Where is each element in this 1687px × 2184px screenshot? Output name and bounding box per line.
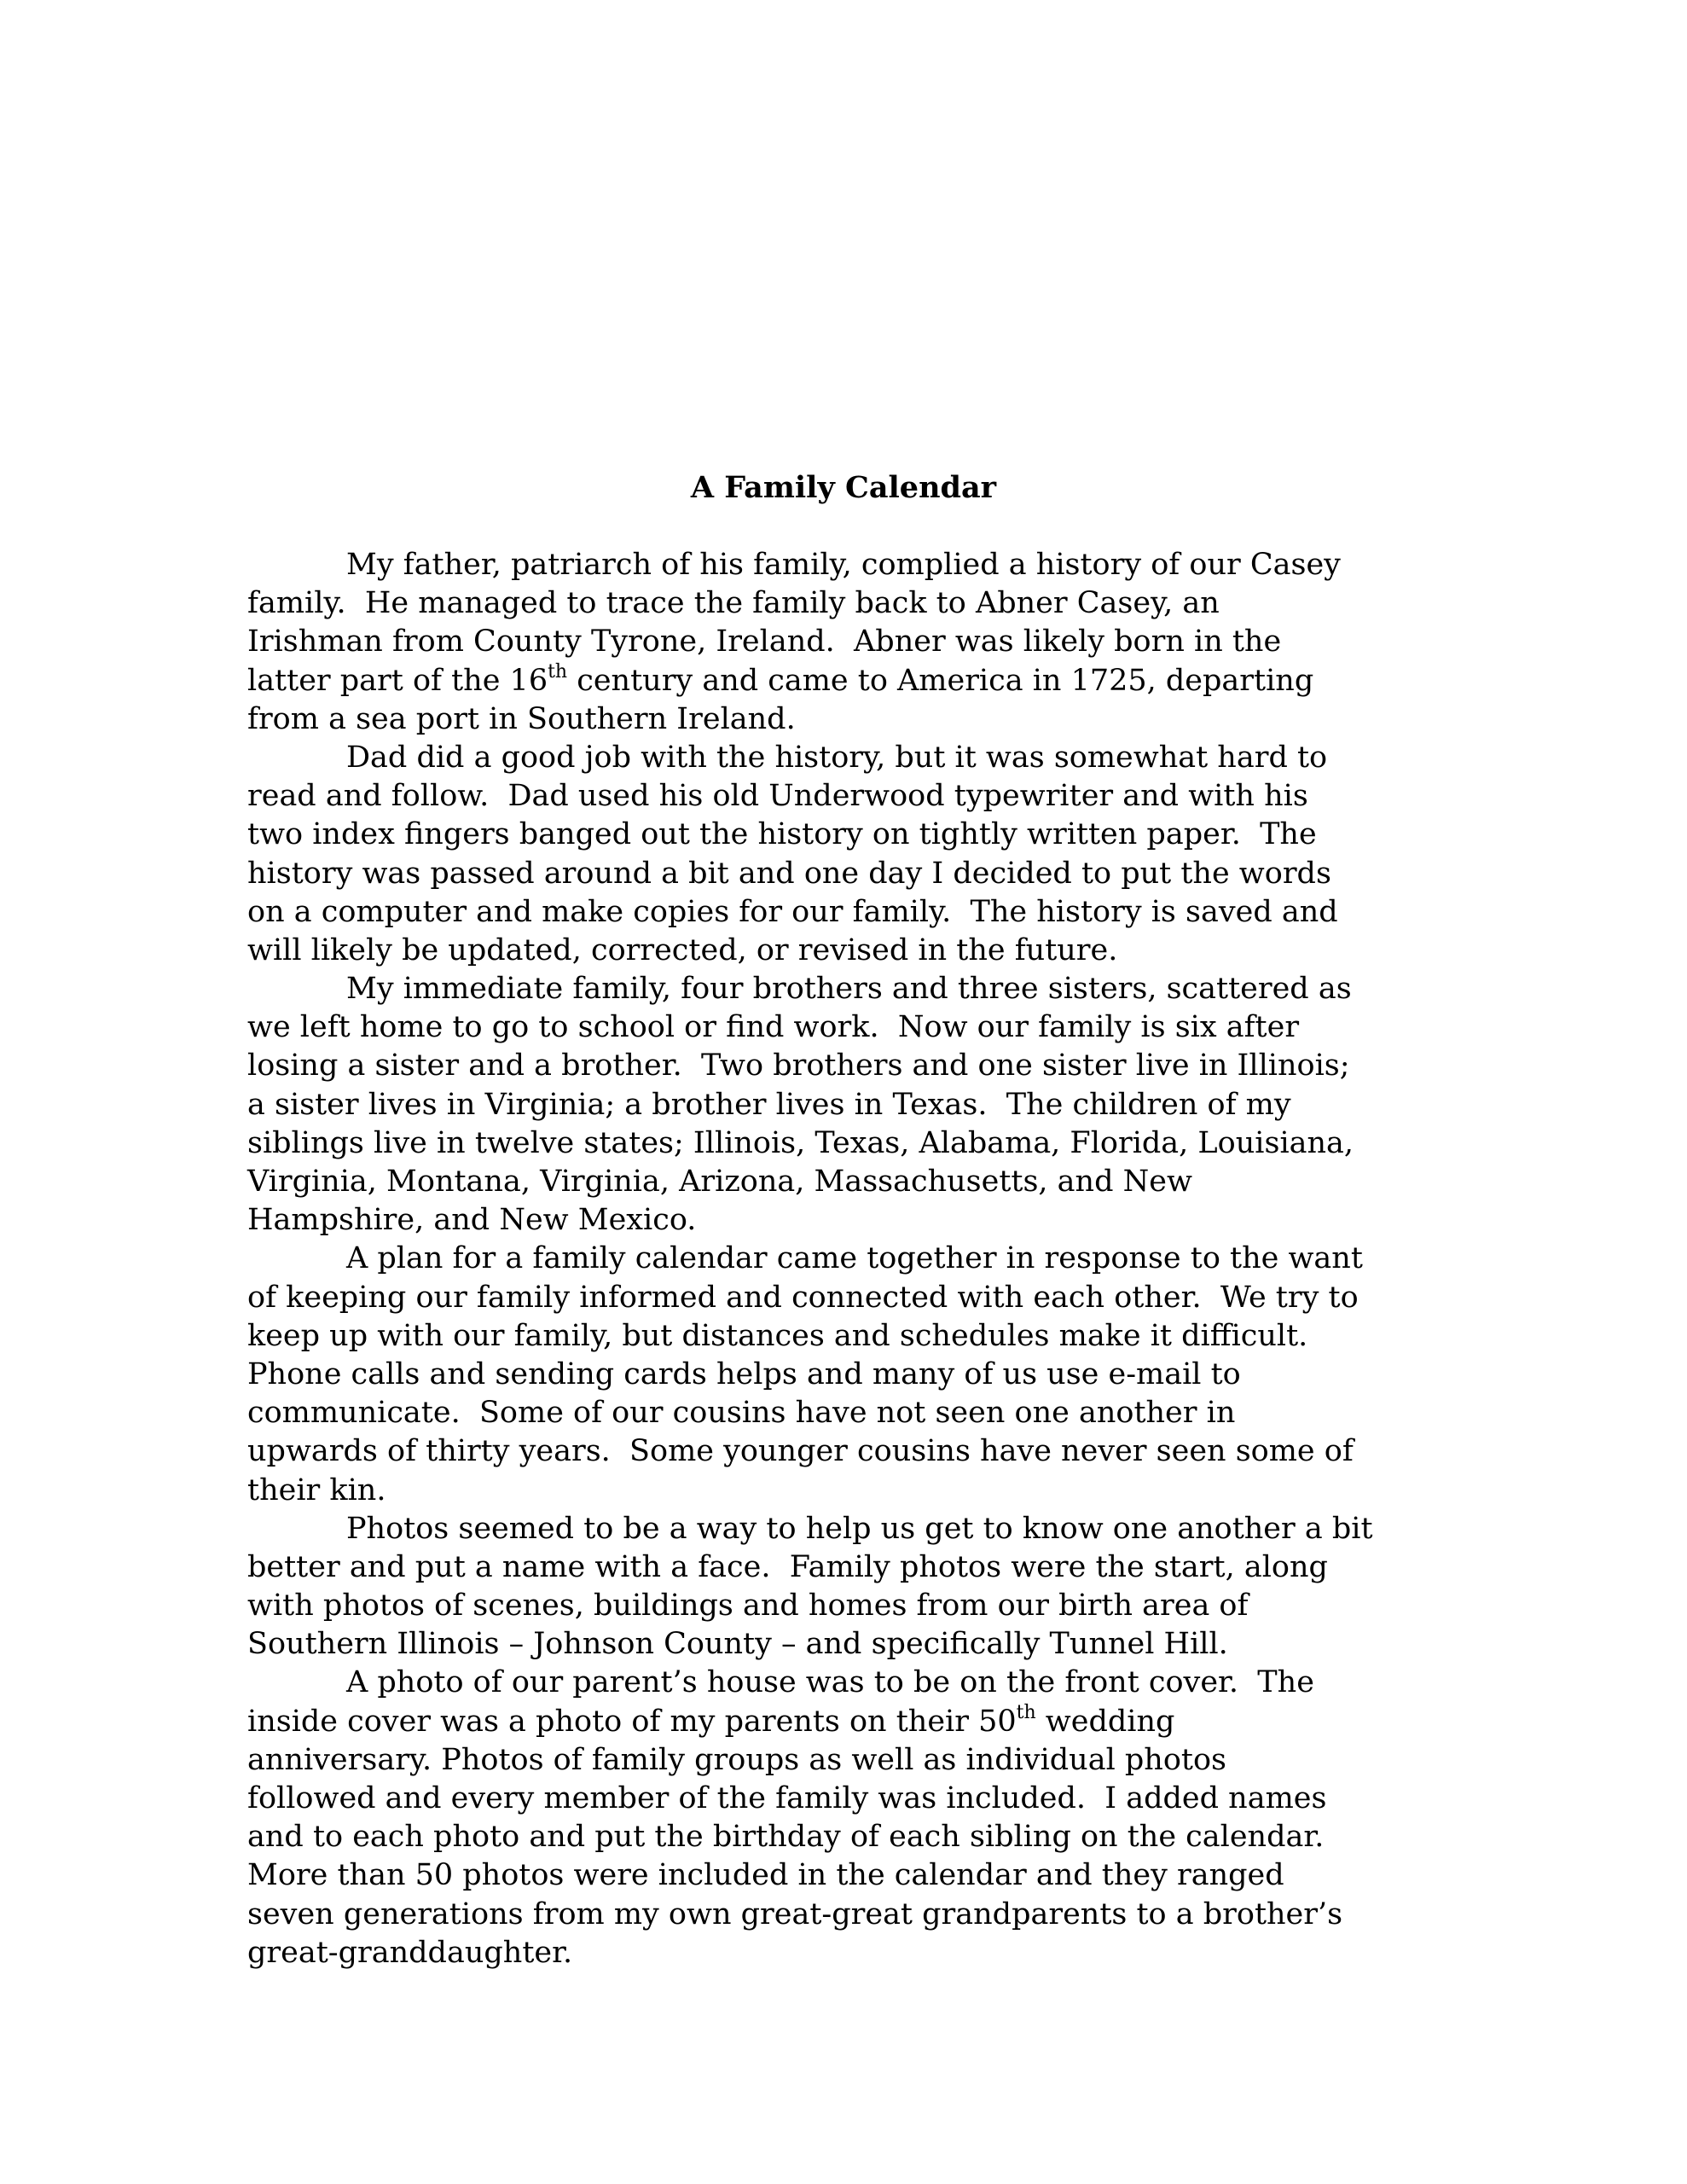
text-segment: latter part of the 16 <box>247 663 548 698</box>
paragraph <box>247 970 1475 1240</box>
text-line: on a computer and make copies for our family. The history is saved and <box>247 894 1338 929</box>
text-line: upwards of thirty years. Some younger cousins have never seen some of <box>247 1434 1354 1469</box>
paragraph <box>247 1664 1475 1972</box>
text-line: communicate. Some of our cousins have not seen one another in <box>247 1396 1236 1431</box>
text-line: siblings live in twelve states; Illinois, Texas, Alabama, Florida, Louisiana, <box>247 1125 1354 1160</box>
text-line: keep up with our family, but distances and schedules make it difficult. <box>247 1318 1308 1353</box>
text-line: A plan for a family calendar came together in response to the want <box>346 1241 1363 1276</box>
text-line: a sister lives in Virginia; a brother lives in Texas. The children of my <box>247 1087 1291 1122</box>
paragraph <box>247 1510 1475 1664</box>
text-line: better and put a name with a face. Family photos were the start, along <box>247 1549 1328 1584</box>
text-line: anniversary. Photos of family groups as well as individual photos <box>247 1742 1227 1777</box>
text-line: followed and every member of the family was included. I added names <box>247 1781 1327 1815</box>
paragraph <box>247 739 1475 970</box>
ordinal-superscript: th <box>548 660 568 682</box>
text-line: will likely be updated, corrected, or revised in the future. <box>247 932 1118 967</box>
text-line: Southern Illinois – Johnson County – and specifically Tunnel Hill. <box>247 1627 1228 1662</box>
text-line <box>247 1703 1475 1741</box>
text-line: My father, patriarch of his family, complied a history of our Casey <box>346 548 1341 582</box>
text-line: two index fingers banged out the history on tightly written paper. The <box>247 817 1317 852</box>
text-segment: century and came to America in 1725, departing <box>567 663 1314 698</box>
text-line: from a sea port in Southern Ireland. <box>247 701 796 736</box>
text-line: history was passed around a bit and one day I decided to put the words <box>247 856 1331 891</box>
text-line: great-granddaughter. <box>247 1935 573 1970</box>
text-line: Dad did a good job with the history, but it was somewhat hard to <box>346 740 1328 775</box>
text-line: Hampshire, and New Mexico. <box>247 1203 697 1238</box>
text-line: Phone calls and sending cards helps and many of us use e-mail to <box>247 1356 1241 1391</box>
text-line: More than 50 photos were included in the calendar and they ranged <box>247 1858 1284 1893</box>
text-line: and to each photo and put the birthday of each sibling on the calendar. <box>247 1820 1325 1855</box>
ordinal-superscript: th <box>1016 1701 1036 1723</box>
document-body <box>247 546 1475 1972</box>
paragraph <box>247 1240 1475 1509</box>
text-line: their kin. <box>247 1472 386 1507</box>
paragraph <box>247 546 1475 739</box>
text-line: read and follow. Dad used his old Underwood typewriter and with his <box>247 779 1308 814</box>
text-line: Irishman from County Tyrone, Ireland. Abner was likely born in the <box>247 624 1282 659</box>
text-line: A photo of our parent’s house was to be on the front cover. The <box>346 1665 1314 1700</box>
text-line: we left home to go to school or find work. Now our family is six after <box>247 1010 1300 1045</box>
text-line <box>247 662 1475 700</box>
text-line: seven generations from my own great-great grandparents to a brother’s <box>247 1896 1343 1931</box>
document-title: A Family Calendar <box>690 470 997 505</box>
text-line: with photos of scenes, buildings and homes from our birth area of <box>247 1589 1249 1623</box>
text-line: Virginia, Montana, Virginia, Arizona, Massachusetts, and New <box>247 1165 1192 1199</box>
text-line: losing a sister and a brother. Two brothers and one sister live in Illinois; <box>247 1048 1350 1083</box>
text-line: of keeping our family informed and connected with each other. We try to <box>247 1280 1359 1315</box>
text-line: Photos seemed to be a way to help us get to know one another a bit <box>346 1511 1373 1546</box>
text-line: My immediate family, four brothers and three sisters, scattered as <box>346 972 1352 1007</box>
text-segment: wedding <box>1035 1704 1175 1739</box>
text-line: family. He managed to trace the family back to Abner Casey, an <box>247 586 1220 621</box>
text-segment: inside cover was a photo of my parents on their 50 <box>247 1704 1017 1739</box>
